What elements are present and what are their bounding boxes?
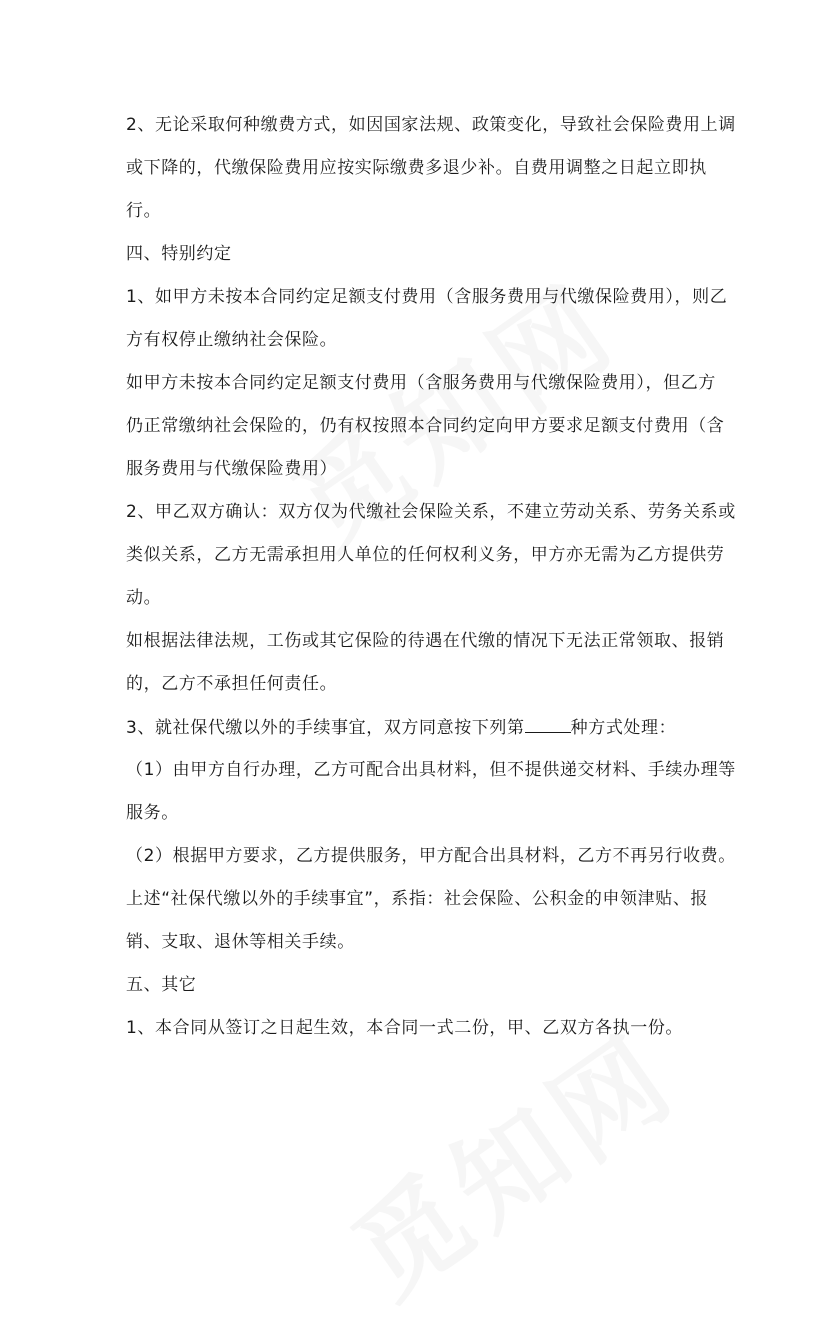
section-heading: 四、特别约定 (126, 244, 232, 264)
paragraph-line: （2）根据甲方要求，乙方提供服务，甲方配合出具材料，乙方不再另行收费。 (126, 846, 736, 866)
paragraph-line: 1、如甲方未按本合同约定足额支付费用（含服务费用与代缴保险费用），则乙 (126, 287, 728, 307)
paragraph-line: 1、本合同从签订之日起生效，本合同一式二份，甲、乙双方各执一份。 (126, 1018, 684, 1038)
paragraph-line: 类似关系，乙方无需承担用人单位的任何权利义务，甲方亦无需为乙方提供劳 (126, 545, 725, 565)
clause-3-text-after: 种方式处理： (570, 718, 677, 738)
paragraph-line: （1）由甲方自行办理，乙方可配合出具材料，但不提供递交材料、手续办理等 (126, 760, 736, 780)
paragraph-line: 2、甲乙双方确认：双方仅为代缴社会保险关系，不建立劳动关系、劳务关系或 (126, 502, 736, 522)
paragraph-line: 上述“社保代缴以外的手续事宜”，系指：社会保险、公积金的申领津贴、报 (126, 889, 709, 909)
paragraph-line: 动。 (126, 588, 162, 608)
paragraph-line: 2、无论采取何种缴费方式，如因国家法规、政策变化，导致社会保险费用上调 (126, 115, 736, 135)
section-heading: 五、其它 (126, 975, 197, 995)
clause-3-line (126, 716, 726, 739)
paragraph-line: 的，乙方不承担任何责任。 (126, 674, 338, 694)
fill-in-blank[interactable] (525, 716, 571, 733)
paragraph-line: 服务费用与代缴保险费用） (126, 459, 338, 479)
paragraph-line: 方有权停止缴纳社会保险。 (126, 330, 338, 350)
paragraph-line: 如根据法律法规，工伤或其它保险的待遇在代缴的情况下无法正常领取、报销 (126, 631, 725, 651)
paragraph-line: 或下降的，代缴保险费用应按实际缴费多退少补。自费用调整之日起立即执 (126, 158, 707, 178)
paragraph-line: 如甲方未按本合同约定足额支付费用（含服务费用与代缴保险费用），但乙方 (126, 373, 716, 393)
paragraph-line: 服务。 (126, 803, 179, 823)
paragraph-line: 行。 (126, 201, 162, 221)
watermark (317, 991, 703, 1327)
paragraph-line: 仍正常缴纳社会保险的，仍有权按照本合同约定向甲方要求足额支付费用（含 (126, 416, 725, 436)
paragraph-line: 销、支取、退休等相关手续。 (126, 932, 355, 952)
clause-3-text-before: 3、就社保代缴以外的手续事宜，双方同意按下列第 (126, 718, 525, 738)
